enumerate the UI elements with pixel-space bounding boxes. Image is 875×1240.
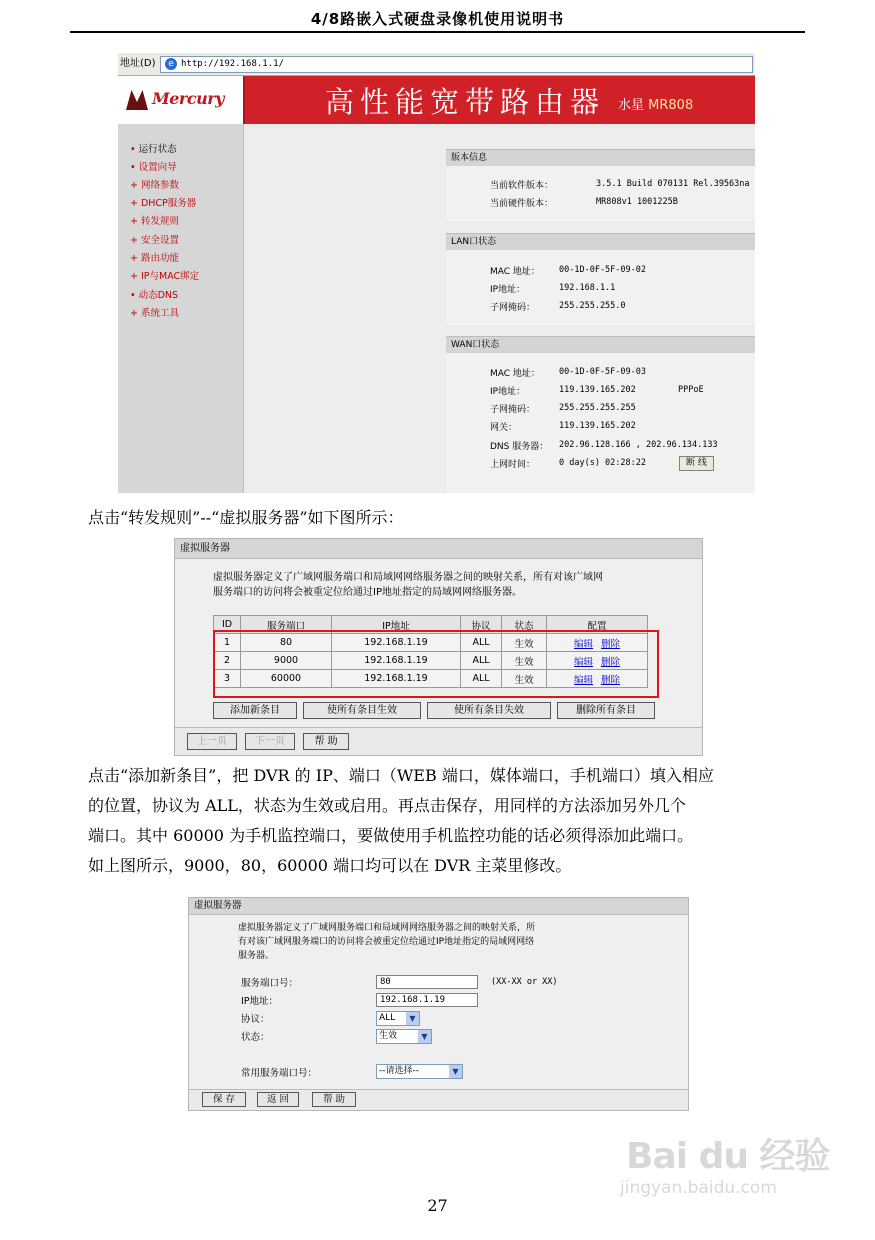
page-number: 27	[427, 1196, 448, 1215]
disconnect-button[interactable]: 断 线	[679, 456, 714, 471]
paragraph-1: 点击“转发规则”--“虚拟服务器”如下图所示：	[88, 508, 404, 527]
lan-panel	[446, 233, 755, 325]
wan-key: MAC 地址：	[490, 369, 540, 379]
delete-all-button[interactable]: 删除所有条目	[557, 702, 655, 719]
port-label: 服务端口号：	[241, 978, 299, 989]
add-entry-button[interactable]: 添加新条目	[213, 702, 297, 719]
wan-panel	[446, 336, 755, 493]
protocol-select[interactable]	[376, 1011, 420, 1026]
port-input[interactable]: 80	[376, 975, 478, 989]
wan-value: 00-1D-0F-5F-09-03	[559, 367, 646, 377]
version-value: MR808v1 1001225B	[596, 197, 678, 207]
enable-all-button[interactable]: 使所有条目生效	[303, 702, 421, 719]
nav-item-status[interactable]: • 运行状态	[130, 144, 177, 155]
logo-text: Mercury	[152, 89, 224, 108]
lan-key: IP地址：	[490, 285, 526, 295]
lan-key: MAC 地址：	[490, 267, 540, 277]
paragraph-line: 的位置，协议为 ALL，状态为生效或启用。再点击保存，用同样的方法添加另外几个	[88, 796, 686, 815]
prev-page-button[interactable]: 上一页	[187, 733, 237, 750]
ip-input[interactable]: 192.168.1.19	[376, 993, 478, 1007]
router-status-screenshot	[118, 53, 755, 493]
router-side-menu	[118, 124, 244, 493]
model-code: MR808	[648, 98, 694, 113]
nav-item-routing[interactable]: + 路由功能	[130, 253, 179, 264]
cell-status: 生效	[502, 670, 547, 688]
edit-link[interactable]: 编辑	[573, 656, 593, 668]
common-port-value: --请选择--	[379, 1066, 419, 1076]
col-status: 状态	[502, 616, 547, 634]
col-id: ID	[214, 616, 241, 634]
lan-value: 255.255.255.0	[559, 301, 626, 311]
cell-port: 60000	[241, 670, 332, 688]
description-line: 服务器。	[238, 951, 275, 961]
description-line: 虚拟服务器定义了广域网服务端口和局域网网络服务器之间的映射关系，所	[238, 923, 536, 933]
save-button[interactable]: 保 存	[202, 1092, 246, 1107]
wan-value: 255.255.255.255	[559, 403, 636, 413]
back-button[interactable]: 返 回	[257, 1092, 299, 1107]
chevron-down-icon: ▼	[418, 1030, 431, 1043]
cell-ip: 192.168.1.19	[332, 634, 461, 652]
disable-all-button[interactable]: 使所有条目失效	[427, 702, 551, 719]
lan-panel-title: LAN口状态	[446, 233, 755, 251]
protocol-label: 协议：	[241, 1014, 270, 1025]
version-panel-body	[446, 166, 755, 221]
cell-ip: 192.168.1.19	[332, 652, 461, 670]
description-line: 有对该广域网服务端口的访问将会被重定位给通过IP地址指定的局域网网络	[238, 937, 535, 947]
nav-item-security[interactable]: + 安全设置	[130, 235, 179, 246]
paragraph-line: 点击“添加新条目”，把 DVR 的 IP、端口（WEB 端口，媒体端口，手机端口）填入相应	[88, 766, 714, 785]
status-label: 状态：	[241, 1032, 270, 1043]
address-label: 地址(D)	[120, 58, 156, 69]
nav-item-wizard[interactable]: • 设置向导	[130, 162, 177, 173]
virtual-server-form-title: 虚拟服务器	[189, 898, 688, 915]
paragraph-2	[88, 761, 793, 881]
version-panel-title: 版本信息	[446, 149, 755, 167]
col-port: 服务端口	[241, 616, 332, 634]
wan-panel-body	[446, 353, 755, 493]
nav-item-tools[interactable]: + 系统工具	[130, 308, 179, 319]
cell-id: 2	[214, 652, 241, 670]
nav-item-dhcp[interactable]: + DHCP服务器	[130, 198, 197, 209]
next-page-button[interactable]: 下一页	[245, 733, 295, 750]
port-hint: (XX-XX or XX)	[491, 977, 558, 987]
router-banner	[118, 76, 755, 124]
header-rule	[70, 31, 805, 33]
col-config: 配置	[547, 616, 648, 634]
virtual-server-description	[213, 570, 693, 600]
cell-protocol: ALL	[461, 670, 502, 688]
lan-key: 子网掩码：	[490, 303, 536, 313]
virtual-server-form-description	[238, 921, 678, 963]
version-key: 当前硬件版本：	[490, 199, 554, 209]
banner-title: 高性能宽带路由器	[325, 85, 606, 119]
cell-id: 1	[214, 634, 241, 652]
chevron-down-icon: ▼	[449, 1065, 462, 1078]
description-line: 虚拟服务器定义了广域网服务端口和局域网网络服务器之间的映射关系，所有对该广域网	[213, 572, 603, 583]
virtual-server-list-screenshot	[174, 538, 703, 756]
common-port-label: 常用服务端口号：	[241, 1068, 318, 1079]
help-button[interactable]: 帮 助	[303, 733, 349, 750]
wan-key: DNS 服务器：	[490, 442, 549, 452]
watermark-main: Bai du 经验	[626, 1136, 830, 1177]
cell-port: 9000	[241, 652, 332, 670]
status-select[interactable]	[376, 1029, 432, 1044]
edit-link[interactable]: 编辑	[573, 638, 593, 650]
wan-key: IP地址：	[490, 387, 526, 397]
cell-status: 生效	[502, 634, 547, 652]
cell-port: 80	[241, 634, 332, 652]
cell-id: 3	[214, 670, 241, 688]
wan-panel-title: WAN口状态	[446, 336, 755, 354]
chevron-down-icon: ▼	[406, 1012, 419, 1025]
delete-link[interactable]: 删除	[601, 656, 621, 668]
wan-value: 0 day(s) 02:28:22	[559, 458, 646, 468]
watermark-url: jingyan.baidu.com	[620, 1178, 777, 1198]
virtual-server-form-screenshot	[188, 897, 689, 1111]
cell-protocol: ALL	[461, 634, 502, 652]
wan-value: 119.139.165.202	[559, 421, 636, 431]
address-url: http://192.168.1.1/	[181, 59, 284, 69]
help-button[interactable]: 帮 助	[312, 1092, 356, 1107]
cell-ip: 192.168.1.19	[332, 670, 461, 688]
version-value: 3.5.1 Build 070131 Rel.39563na	[596, 179, 750, 189]
wan-key: 子网掩码：	[490, 405, 536, 415]
status-value: 生效	[379, 1031, 398, 1041]
version-key: 当前软件版本：	[490, 181, 554, 191]
paragraph-line: 如上图所示，9000，80，60000 端口均可以在 DVR 主菜里修改。	[88, 856, 572, 875]
banner-model	[618, 94, 693, 113]
model-brand: 水星	[618, 98, 645, 113]
virtual-server-title: 虚拟服务器	[175, 539, 702, 559]
delete-link[interactable]: 删除	[601, 674, 621, 686]
cell-protocol: ALL	[461, 652, 502, 670]
protocol-value: ALL	[379, 1013, 396, 1023]
nav-item-forwarding[interactable]: + 转发规则	[130, 216, 179, 227]
wan-key: 上网时间：	[490, 460, 536, 470]
common-port-select[interactable]	[376, 1064, 463, 1079]
ip-label: IP地址：	[241, 996, 279, 1007]
mercury-logo-icon	[126, 90, 148, 110]
lan-value: 192.168.1.1	[559, 283, 616, 293]
wan-connection-type: PPPoE	[678, 385, 704, 395]
delete-link[interactable]: 删除	[601, 638, 621, 650]
col-protocol: 协议	[461, 616, 502, 634]
page-header-title: 4/8路嵌入式硬盘录像机使用说明书	[310, 10, 565, 28]
wan-value: 119.139.165.202	[559, 385, 636, 395]
paragraph-line: 端口。其中 60000 为手机监控端口，要做使用手机监控功能的话必须得添加此端口。	[88, 826, 694, 845]
lan-panel-body	[446, 250, 755, 325]
col-ip: IP地址	[332, 616, 461, 634]
ie-globe-icon: e	[165, 58, 177, 70]
cell-status: 生效	[502, 652, 547, 670]
browser-address-bar	[118, 53, 755, 76]
nav-item-ddns[interactable]: • 动态DNS	[130, 290, 179, 301]
address-input[interactable]	[160, 56, 753, 73]
mercury-logo	[118, 76, 245, 124]
version-panel	[446, 149, 755, 221]
nav-item-ip-mac[interactable]: + IP与MAC绑定	[130, 271, 200, 282]
red-highlight-box	[213, 630, 659, 698]
edit-link[interactable]: 编辑	[573, 674, 593, 686]
wan-value: 202.96.128.166 , 202.96.134.133	[559, 440, 718, 450]
description-line: 服务端口的访问将会被重定位给通过IP地址指定的局域网网络服务器。	[213, 587, 522, 598]
lan-value: 00-1D-0F-5F-09-02	[559, 265, 646, 275]
nav-item-network[interactable]: + 网络参数	[130, 180, 179, 191]
wan-key: 网关：	[490, 423, 518, 433]
